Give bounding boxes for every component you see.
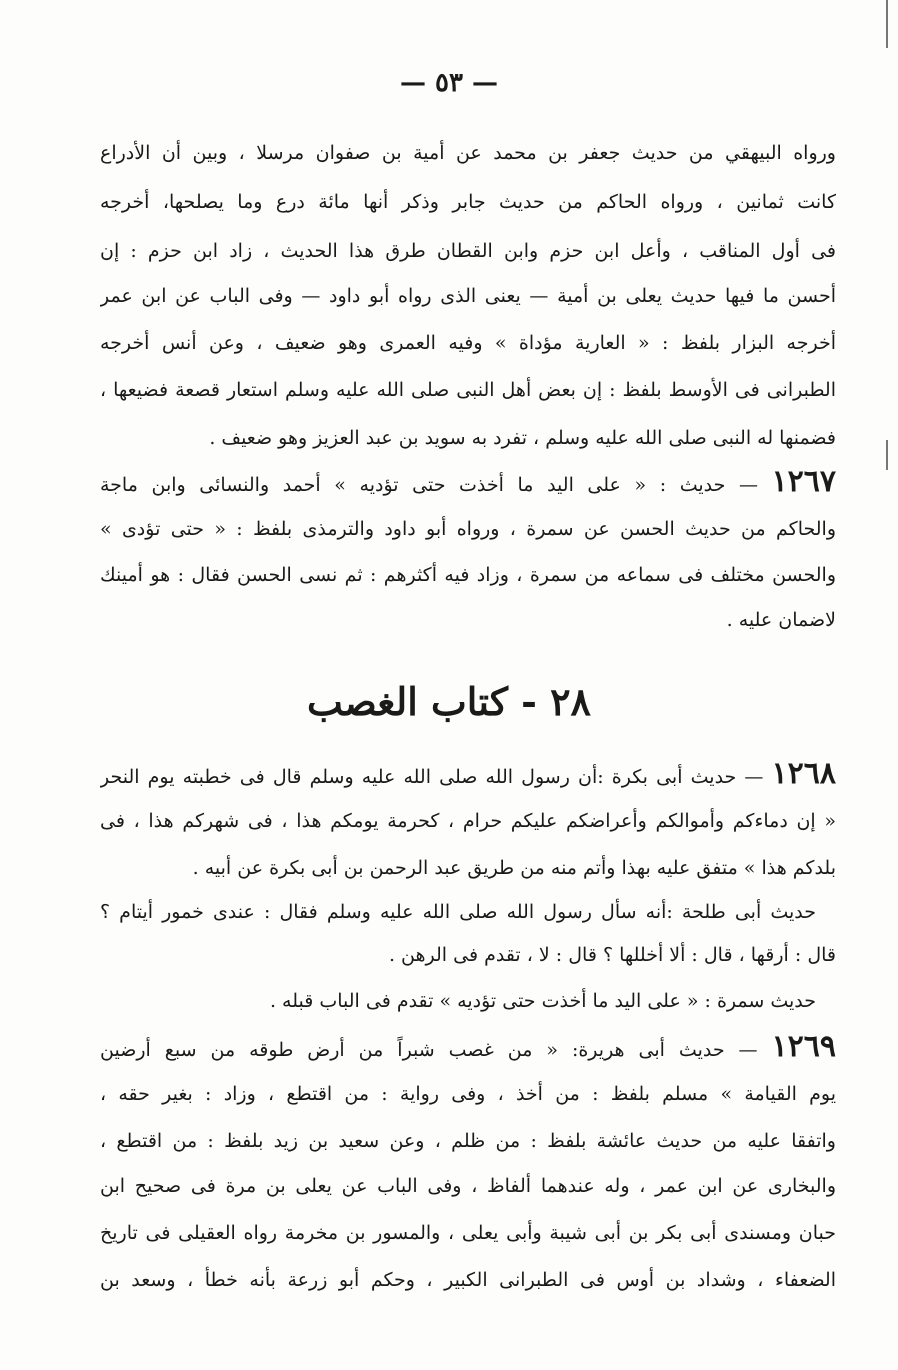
text-line: « إن دماءكم وأموالكم وأعراضكم عليكم حرام ، كحرمة يومكم هذا ، فى شهركم هذا ، فى bbox=[100, 810, 836, 832]
text-line: حديث سمرة : « على اليد ما أخذت حتى تؤديه » تقدم فى الباب قبله . bbox=[269, 990, 816, 1012]
text-line: فى أول المناقب ، وأعل ابن حزم وابن القطان طرق هذا الحديث ، زاد ابن حزم : إن bbox=[100, 240, 836, 262]
text-line: — حديث : « على اليد ما أخذت حتى تؤديه » أحمد والنسائى وابن ماجة bbox=[100, 474, 758, 496]
text-line: واتفقا عليه من حديث عائشة بلفظ : من ظلم ، وعن سعيد بن زيد بلفظ : من اقتطع ، bbox=[100, 1130, 836, 1152]
hadith-number: ١٢٦٨ bbox=[771, 756, 836, 791]
text-line: بلدكم هذا » متفق عليه بهذا وأتم منه من طريق عبد الرحمن بن أبى بكرة عن أبيه . bbox=[192, 857, 836, 879]
text-line: لاضمان عليه . bbox=[726, 609, 836, 631]
text-line: حديث أبى طلحة :أنه سأل رسول الله صلى الله عليه وسلم فقال : عندى خمور أيتام ؟ bbox=[100, 901, 816, 923]
hadith-1267-first-line bbox=[100, 462, 836, 502]
hadith-1269-first-line bbox=[100, 1027, 836, 1067]
text-line: الضعفاء ، وشداد بن أوس فى الطبرانى الكبير ، وحكم أبو زرعة بأنه خطأ ، وسعد بن bbox=[100, 1269, 836, 1291]
text-line: حبان ومسندى أبى بكر بن أبى شيبة وأبى يعلى ، والمسور بن مخرمة رواه العقيلى فى تاريخ bbox=[100, 1222, 836, 1244]
scan-edge-mark bbox=[886, 440, 888, 470]
page-number: — ٥٣ — bbox=[399, 68, 499, 98]
text-line: أخرجه البزار بلفظ : « العارية مؤداة » وفيه العمرى وهو ضعيف ، وعن أنس أخرجه bbox=[100, 332, 836, 354]
section-title: ٢٨ - كتاب الغصب bbox=[307, 679, 591, 724]
hadith-1268-first-line bbox=[100, 754, 836, 794]
text-line: الطبرانى فى الأوسط بلفظ : إن بعض أهل النبى صلى الله عليه وسلم استعار قصعة فضيعها ، bbox=[100, 379, 836, 401]
text-line: — حديث أبى بكرة :أن رسول الله صلى الله عليه وسلم قال فى خطبته يوم النحر bbox=[100, 766, 764, 788]
text-line: — حديث أبى هريرة: « من غصب شبراً من أرض طوقه من سبع أرضين bbox=[100, 1039, 758, 1061]
text-line: والبخارى عن ابن عمر ، وله عندهما ألفاظ ، وفى الباب عن يعلى بن مرة فى صحيح ابن bbox=[100, 1175, 836, 1197]
scan-edge-mark bbox=[886, 0, 888, 48]
hadith-number: ١٢٦٩ bbox=[771, 1029, 836, 1064]
text-line: يوم القيامة » مسلم بلفظ : من أخذ ، وفى رواية : من اقتطع ، وزاد : بغير حقه ، bbox=[100, 1083, 836, 1105]
text-line: ورواه البيهقي من حديث جعفر بن محمد عن أمية بن صفوان مرسلا ، وبين أن الأدراع bbox=[100, 142, 836, 164]
text-line: والحاكم من حديث الحسن عن سمرة ، ورواه أبو داود والترمذى بلفظ : « حتى تؤدى » bbox=[100, 518, 836, 540]
text-line: كانت ثمانين ، ورواه الحاكم من حديث جابر وذكر أنها مائة درع وما يصلحها، أخرجه bbox=[100, 191, 836, 213]
text-line: قال : أرقها ، قال : ألا أخللها ؟ قال : لا ، تقدم فى الرهن . bbox=[388, 944, 836, 966]
text-line: والحسن مختلف فى سماعه من سمرة ، وزاد فيه أكثرهم : ثم نسى الحسن فقال : هو أمينك bbox=[100, 564, 836, 586]
hadith-number: ١٢٦٧ bbox=[771, 464, 836, 499]
text-line: أحسن ما فيها حديث يعلى بن أمية — يعنى الذى رواه أبو داود — وفى الباب عن ابن عمر bbox=[100, 285, 836, 307]
text-line: فضمنها له النبى صلى الله عليه وسلم ، تفرد به سويد بن عبد العزيز وهو ضعيف . bbox=[209, 427, 836, 449]
